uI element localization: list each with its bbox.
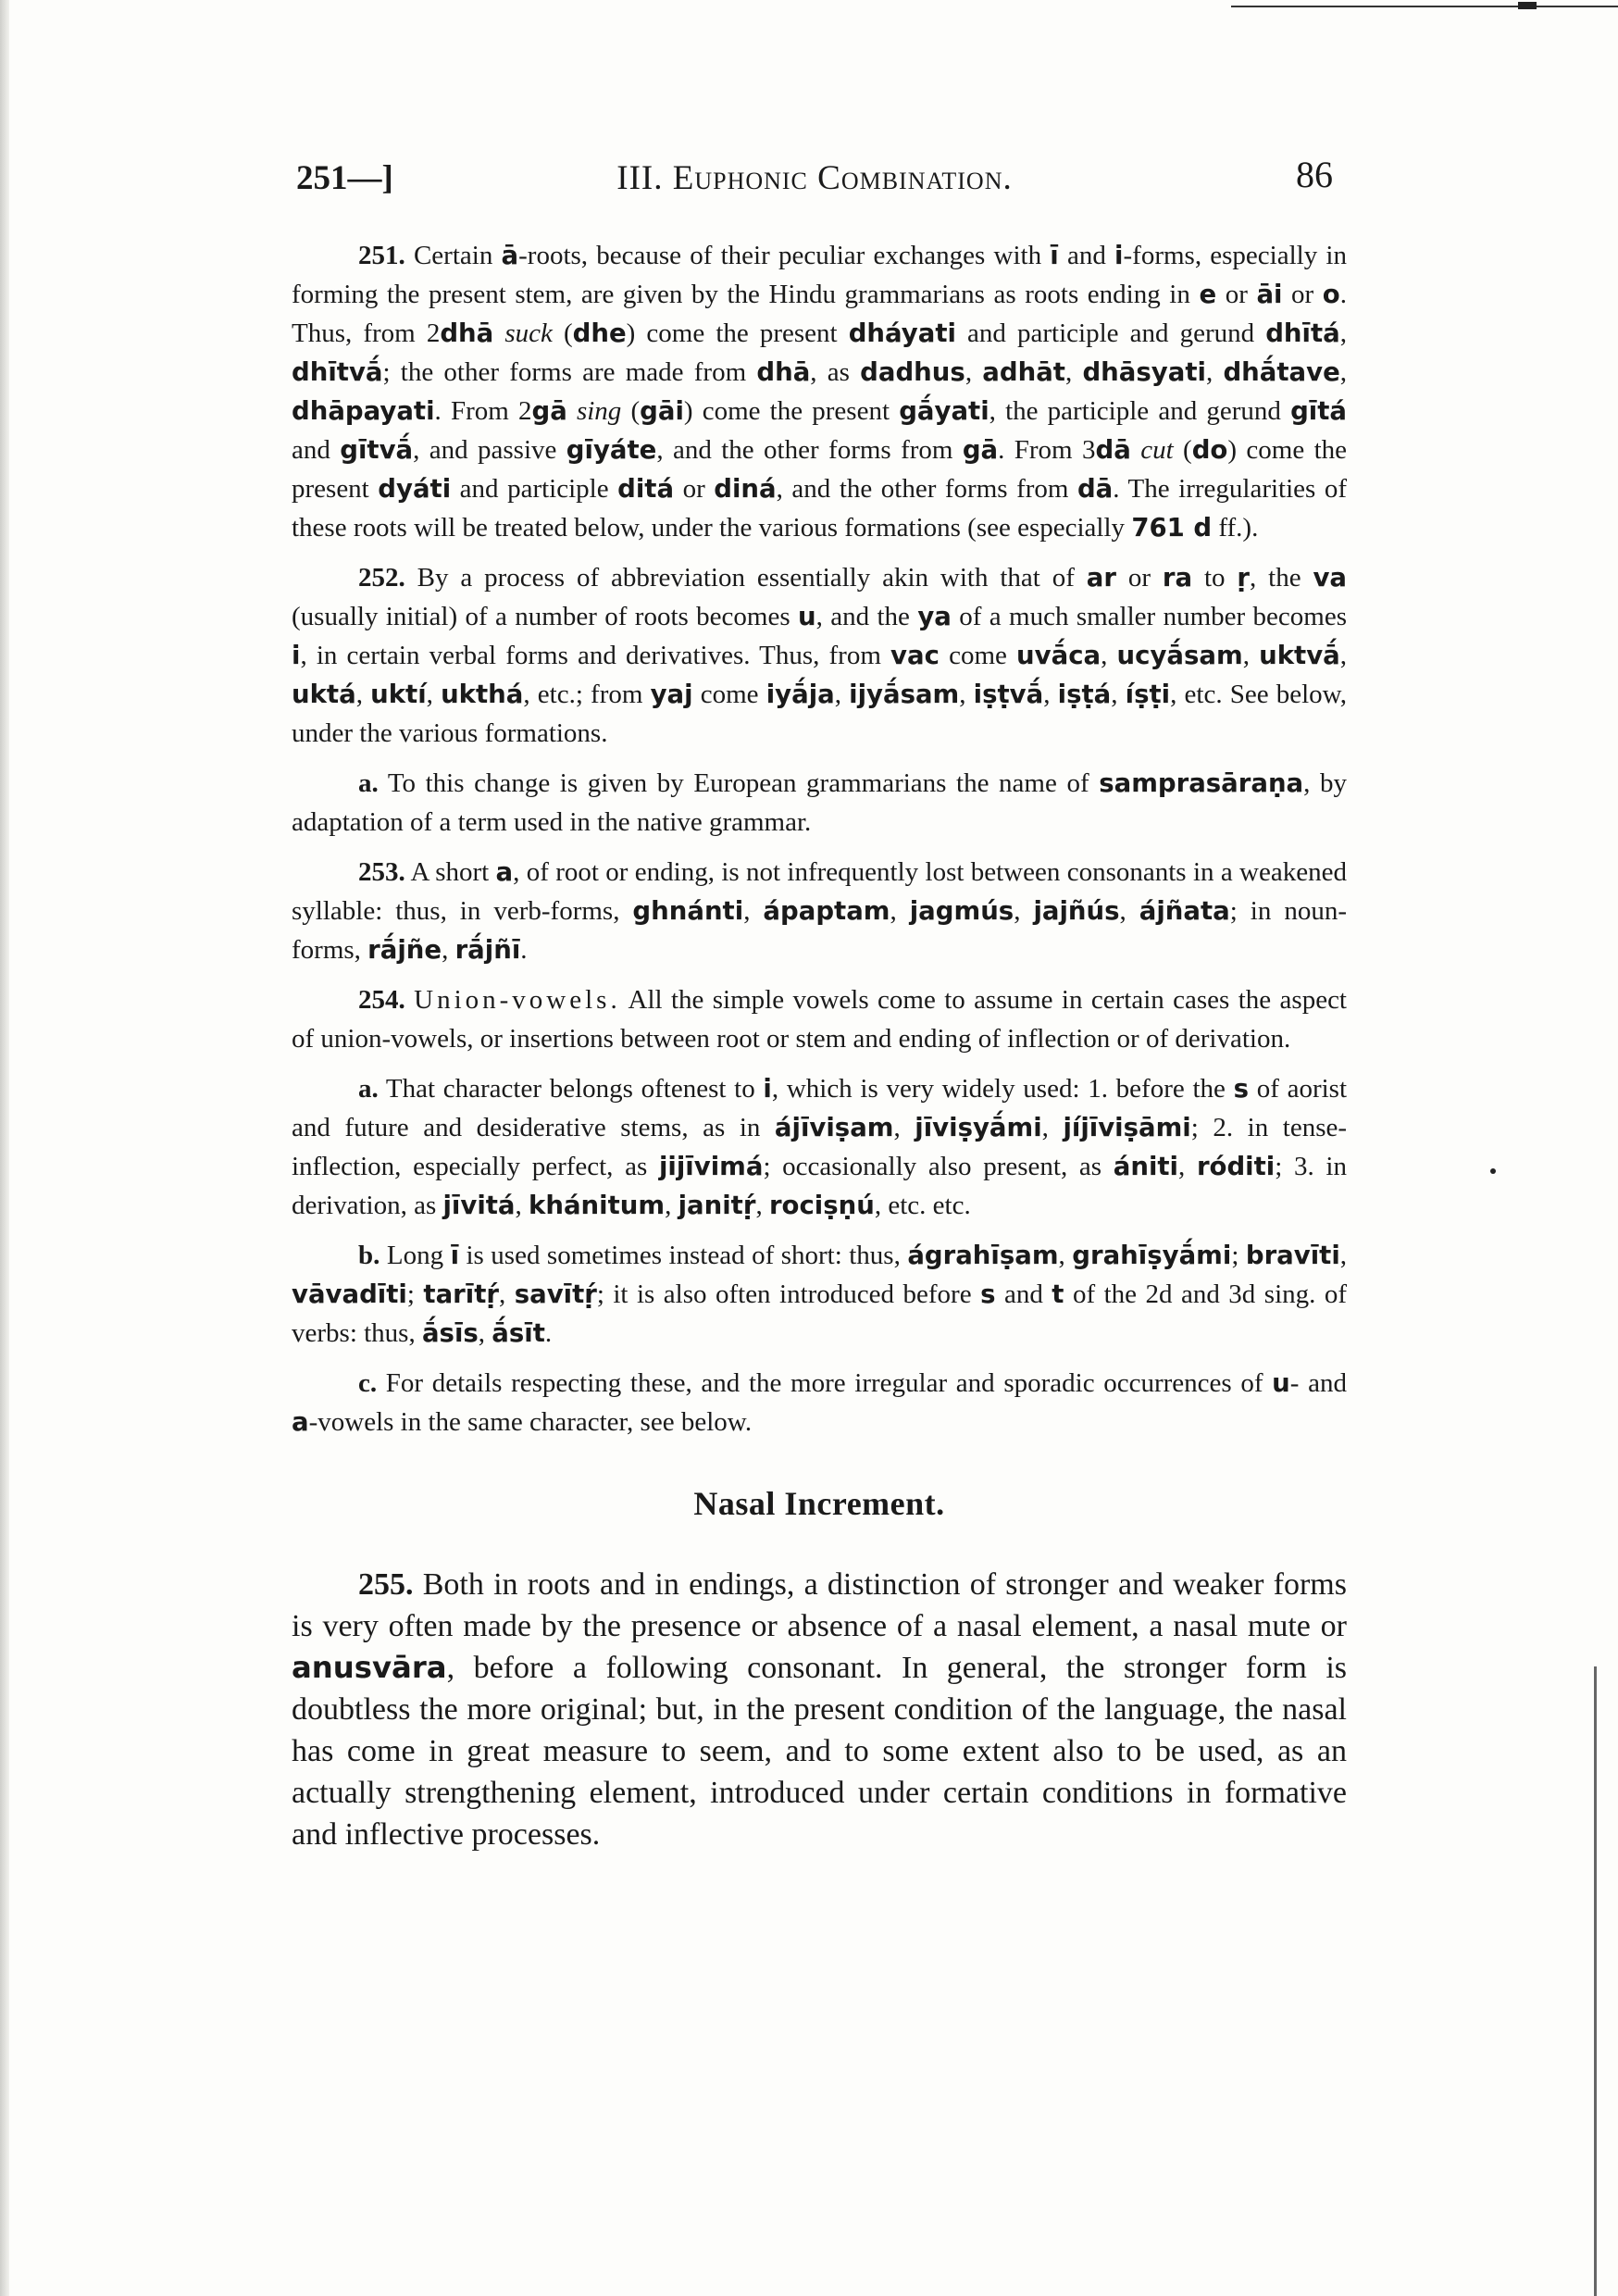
gloss-italic: sing: [576, 396, 622, 426]
sanskrit-term: samprasāraṇa: [1099, 768, 1304, 798]
paragraph-254b: [292, 1236, 1347, 1353]
sanskrit-term: adhāt: [982, 357, 1065, 387]
text-fragment: -roots, because of their peculiar exchanges with: [518, 241, 1051, 270]
text-fragment: ) come the present: [683, 396, 900, 426]
sanskrit-term: 761 d: [1131, 513, 1213, 543]
sanskrit-term: ar: [1086, 563, 1116, 593]
paragraph-number: 251.: [358, 241, 405, 270]
text-fragment: ,: [665, 1191, 678, 1220]
text-fragment: ,: [1043, 680, 1058, 709]
text-fragment: , etc.; from: [523, 680, 651, 709]
sanskrit-term: ī: [1050, 241, 1059, 270]
sanskrit-term: rociṣṇú: [768, 1191, 875, 1220]
sanskrit-term: a: [495, 857, 514, 887]
text-fragment: or: [674, 474, 715, 504]
top-scan-mark: [1518, 2, 1537, 9]
text-fragment: ,: [1119, 896, 1139, 926]
sanskrit-term: íṣṭi: [1125, 680, 1171, 709]
sanskrit-term: tarītṛ́: [423, 1279, 499, 1309]
text-fragment: -forms, especially in forming the present stem, are given by the Hindu grammarians as roots ending in: [292, 241, 1347, 309]
text-fragment: ,: [442, 935, 455, 965]
sanskrit-term: vāvadīti: [292, 1279, 407, 1309]
text-fragment: ,: [965, 357, 983, 387]
sanskrit-term: iyā́ja: [765, 680, 835, 709]
text-fragment: , and the other forms from: [656, 435, 963, 465]
gloss-italic: suck: [504, 318, 553, 348]
sanskrit-term: ā: [501, 241, 519, 270]
paragraph-254: [292, 980, 1347, 1058]
text-fragment: ; in noun-forms,: [292, 896, 1347, 965]
text-fragment: , which is very widely used: 1. before the: [771, 1074, 1234, 1104]
text-fragment: and: [1058, 241, 1115, 270]
sanskrit-term: ditá: [617, 474, 675, 504]
sanskrit-term: rā́jñe: [367, 935, 442, 965]
text-fragment: Long: [380, 1241, 451, 1270]
text-fragment: . From 3: [998, 435, 1096, 465]
sanskrit-term: ijyā́sam: [849, 680, 960, 709]
sanskrit-term: róditi: [1196, 1152, 1276, 1181]
paragraph-number: 254.: [358, 985, 405, 1015]
sanskrit-term: grahīṣyā́mi: [1072, 1241, 1232, 1270]
sanskrit-term: gā́yati: [899, 396, 989, 426]
text-fragment: ,: [1339, 357, 1348, 387]
text-fragment: , by adaptation of a term used in the native grammar.: [292, 768, 1347, 837]
text-fragment: ;: [406, 1279, 424, 1309]
text-fragment: ) come the present: [626, 318, 849, 348]
paragraph-letter: a.: [358, 1074, 379, 1104]
text-fragment: of the 2d and 3d sing. of verbs: thus,: [292, 1279, 1348, 1348]
text-fragment: , as: [810, 357, 861, 387]
sanskrit-term: rā́jñī: [454, 935, 521, 965]
sanskrit-term: i: [292, 641, 301, 670]
sanskrit-term: gā: [962, 435, 999, 465]
text-fragment: Certain: [404, 241, 502, 270]
text-fragment: ff.).: [1212, 513, 1259, 543]
sanskrit-term: gītá: [1290, 396, 1347, 426]
sanskrit-term: diná: [714, 474, 777, 504]
sanskrit-term: jíjīviṣāmi: [1063, 1113, 1191, 1142]
sanskrit-term: uktá: [292, 680, 356, 709]
sanskrit-term: dā: [1095, 435, 1131, 465]
text-fragment: .: [544, 1318, 553, 1348]
sanskrit-term: gīyáte: [566, 435, 657, 465]
text-fragment: , and the: [815, 602, 918, 631]
sanskrit-term: jijīvimá: [658, 1152, 764, 1181]
paragraph-letter: b.: [358, 1241, 380, 1270]
sanskrit-term: vac: [890, 641, 940, 670]
sanskrit-term: o: [1322, 280, 1340, 309]
text-fragment: (usually initial) of a number of roots becomes: [292, 602, 798, 631]
sanskrit-term: ájīviṣam: [774, 1113, 894, 1142]
text-fragment: That character belongs oftenest to: [378, 1074, 764, 1104]
sanskrit-term: i: [763, 1074, 772, 1104]
sanskrit-term: gītvā́: [340, 435, 414, 465]
text-fragment: ,: [1101, 641, 1117, 670]
text-fragment: ,: [1205, 357, 1224, 387]
text-fragment: come: [692, 680, 766, 709]
text-fragment: [405, 985, 414, 1015]
text-fragment: ; occasionally also present, as: [763, 1152, 1114, 1181]
sanskrit-term: ī: [450, 1241, 460, 1270]
paragraph-253: [292, 853, 1347, 969]
paragraph-252: [292, 558, 1347, 753]
sanskrit-term: t: [1052, 1279, 1064, 1309]
text-fragment: ,: [515, 1191, 529, 1220]
spaced-subheading: Union-vowels.: [414, 985, 621, 1015]
text-fragment: ; it is also often introduced before: [596, 1279, 981, 1309]
text-fragment: or: [1282, 280, 1323, 309]
sanskrit-term: ájñata: [1139, 896, 1230, 926]
sanskrit-term: ápaptam: [763, 896, 890, 926]
text-fragment: ; the other forms are made from: [382, 357, 757, 387]
text-fragment: , and the other forms from: [776, 474, 1077, 504]
text-fragment: ,: [1111, 680, 1126, 709]
sanskrit-term: u: [798, 602, 816, 631]
sanskrit-term: dhāpayati: [292, 396, 435, 426]
text-fragment: and: [995, 1279, 1052, 1309]
text-fragment: and participle: [451, 474, 618, 504]
text-fragment: ,: [890, 896, 910, 926]
text-fragment: is used sometimes instead of short: thus,: [459, 1241, 908, 1270]
sanskrit-term: iṣṭvā́: [973, 680, 1044, 709]
sanskrit-term: uvā́ca: [1016, 641, 1101, 670]
sanskrit-term: uktvā́: [1259, 641, 1340, 670]
text-fragment: (: [621, 396, 641, 426]
sanskrit-term: do: [1191, 435, 1228, 465]
text-fragment: come: [939, 641, 1017, 670]
paragraph-255: [292, 1564, 1347, 1855]
paragraph-254a: [292, 1069, 1347, 1225]
sanskrit-term: dā: [1077, 474, 1114, 504]
text-fragment: of aorist and future and desiderative stems, as in: [292, 1074, 1347, 1142]
paragraph-252a: [292, 764, 1347, 842]
sanskrit-term: gā: [531, 396, 567, 426]
sanskrit-term: ra: [1162, 563, 1193, 593]
text-fragment: ,: [834, 680, 850, 709]
text-fragment: ; 2. in tense-inflection, especially perfect, as: [292, 1113, 1348, 1181]
sanskrit-term: ā́sīt: [492, 1318, 545, 1348]
page-header: [296, 153, 1333, 199]
text-fragment: , before a following consonant. In general, the stronger form is doubtless the more original; but, in the present condition of the language, the nasal has come in great measure to seem, and to some extent also to be used, as an actually strengthening element, introduced under certain conditions in formative and inflective processes.: [292, 1651, 1347, 1852]
sanskrit-term: ániti: [1113, 1152, 1179, 1181]
text-fragment: ,: [1064, 357, 1083, 387]
paragraph-254c: [292, 1364, 1347, 1441]
sanskrit-term: iṣṭá: [1057, 680, 1112, 709]
sanskrit-term: dhe: [572, 318, 627, 348]
right-scan-rule: [1594, 1666, 1597, 2296]
text-fragment: , the participle and gerund: [989, 396, 1291, 426]
paragraph-number: 255.: [358, 1567, 414, 1602]
sanskrit-term: jagmús: [909, 896, 1014, 926]
text-fragment: . Thus, from 2: [292, 280, 1347, 348]
sanskrit-term: jīviṣyā́mi: [915, 1113, 1042, 1142]
text-fragment: ,: [478, 1318, 492, 1348]
sanskrit-term: dhā: [756, 357, 811, 387]
text-fragment: ,: [426, 680, 442, 709]
sanskrit-term: i: [1114, 241, 1124, 270]
sanskrit-term: ágrahīṣam: [907, 1241, 1059, 1270]
paragraph-number: 253.: [358, 857, 405, 887]
text-fragment: ,: [1041, 1113, 1064, 1142]
page-edge-shadow: [0, 0, 9, 2296]
text-fragment: ,: [743, 896, 764, 926]
running-title: III. Euphonic Combination.: [616, 159, 1013, 197]
text-fragment: ,: [1339, 641, 1348, 670]
text-fragment: , etc. See below, under the various formations.: [292, 680, 1347, 748]
text-fragment: ,: [498, 1279, 515, 1309]
section-range: 251—]: [296, 159, 393, 197]
page-body: [292, 236, 1347, 1855]
text-fragment: (: [1173, 435, 1192, 465]
sanskrit-term: dhā́tave: [1223, 357, 1340, 387]
sanskrit-term: dyáti: [378, 474, 452, 504]
text-fragment: ,: [1014, 896, 1034, 926]
text-fragment: ,: [959, 680, 974, 709]
sanskrit-term: ya: [917, 602, 952, 631]
text-fragment: ; 3. in derivation, as: [292, 1152, 1347, 1220]
page-number: 86: [1296, 154, 1333, 195]
sanskrit-term: dhītvā́: [292, 357, 383, 387]
gloss-italic: cut: [1140, 435, 1174, 465]
sanskrit-term: dadhus: [860, 357, 965, 387]
sanskrit-term: savītṛ́: [514, 1279, 597, 1309]
text-fragment: ,: [1058, 1241, 1073, 1270]
text-fragment: - and: [1289, 1368, 1347, 1398]
text-fragment: By a process of abbreviation essentially akin with that of: [404, 563, 1087, 593]
paragraph-letter: c.: [358, 1368, 378, 1398]
text-fragment: ;: [1231, 1241, 1246, 1270]
text-fragment: ) come the present: [292, 435, 1348, 504]
sanskrit-term: gāi: [640, 396, 684, 426]
sanskrit-term: jajñús: [1033, 896, 1120, 926]
paragraph-251: [292, 236, 1347, 547]
text-fragment: , in certain verbal forms and derivatives. Thus, from: [300, 641, 891, 670]
sanskrit-term: ā́sīs: [421, 1318, 479, 1348]
text-fragment: All the simple vowels come to assume in certain cases the aspect of union-vowels, or insertions between root or stem and ending of inflection or of derivation.: [292, 985, 1347, 1054]
text-fragment: (: [552, 318, 573, 348]
text-fragment: To this change is given by European grammarians the name of: [378, 768, 1100, 798]
text-fragment: , and passive: [413, 435, 566, 465]
text-fragment: or: [1216, 280, 1257, 309]
sanskrit-term: anusvāra: [292, 1650, 447, 1685]
sanskrit-term: s: [1233, 1074, 1249, 1104]
sanskrit-term: a: [292, 1407, 309, 1437]
text-fragment: ,: [893, 1113, 915, 1142]
sanskrit-term: dhā: [440, 318, 494, 348]
sanskrit-term: uktí: [370, 680, 427, 709]
text-fragment: ,: [355, 680, 371, 709]
text-fragment: and participle and gerund: [955, 318, 1266, 348]
sanskrit-term: āi: [1256, 280, 1283, 309]
text-fragment: ,: [1178, 1152, 1197, 1181]
sanskrit-term: s: [980, 1279, 996, 1309]
text-fragment: . From 2: [434, 396, 532, 426]
sanskrit-term: e: [1199, 280, 1217, 309]
sanskrit-term: dhāsyati: [1082, 357, 1206, 387]
sanskrit-term: bravīti: [1245, 1241, 1340, 1270]
text-fragment: Both in roots and in endings, a distinction of stronger and weaker forms is very often made by the presence or absence of a nasal element, a nasal mute or: [292, 1567, 1347, 1643]
paragraph-number: 252.: [358, 563, 405, 593]
sanskrit-term: va: [1313, 563, 1347, 593]
text-fragment: .: [520, 935, 528, 965]
sanskrit-term: u: [1272, 1368, 1290, 1398]
sanskrit-term: yaj: [650, 680, 693, 709]
text-fragment: or: [1115, 563, 1163, 593]
sanskrit-term: ucyā́sam: [1116, 641, 1243, 670]
sanskrit-term: janitṛ́: [678, 1191, 756, 1220]
text-fragment: ,: [1339, 318, 1347, 348]
text-fragment: of a much smaller number becomes: [951, 602, 1347, 631]
text-fragment: and: [292, 435, 341, 465]
sanskrit-term: ghnánti: [632, 896, 744, 926]
sanskrit-term: dhītá: [1265, 318, 1340, 348]
text-fragment: For details respecting these, and the more irregular and sporadic occurrences of: [377, 1368, 1273, 1398]
sanskrit-term: ukthá: [441, 680, 524, 709]
text-fragment: -vowels in the same character, see below.: [308, 1407, 753, 1437]
text-fragment: ,: [1242, 641, 1260, 670]
text-fragment: , the: [1250, 563, 1313, 593]
sanskrit-term: ṛ: [1237, 563, 1250, 593]
sanskrit-term: dháyati: [848, 318, 956, 348]
sanskrit-term: khánitum: [529, 1191, 666, 1220]
text-fragment: , etc. etc.: [874, 1191, 971, 1220]
text-fragment: to: [1192, 563, 1238, 593]
paragraph-letter: a.: [358, 768, 379, 798]
text-fragment: A short: [404, 857, 496, 887]
text-fragment: . The irregularities of these roots will be treated below, under the various formations (see especially: [292, 474, 1347, 543]
section-heading: Nasal Increment.: [693, 1485, 945, 1522]
top-scan-rule: [1231, 6, 1618, 7]
text-fragment: ,: [1339, 1241, 1348, 1270]
text-fragment: ,: [755, 1191, 769, 1220]
text-fragment: , of root or ending, is not infrequently lost between consonants in a weakened syllable: thus, in verb-forms,: [292, 857, 1347, 926]
ink-speck: [1490, 1168, 1496, 1174]
sanskrit-term: jīvitá: [442, 1191, 516, 1220]
